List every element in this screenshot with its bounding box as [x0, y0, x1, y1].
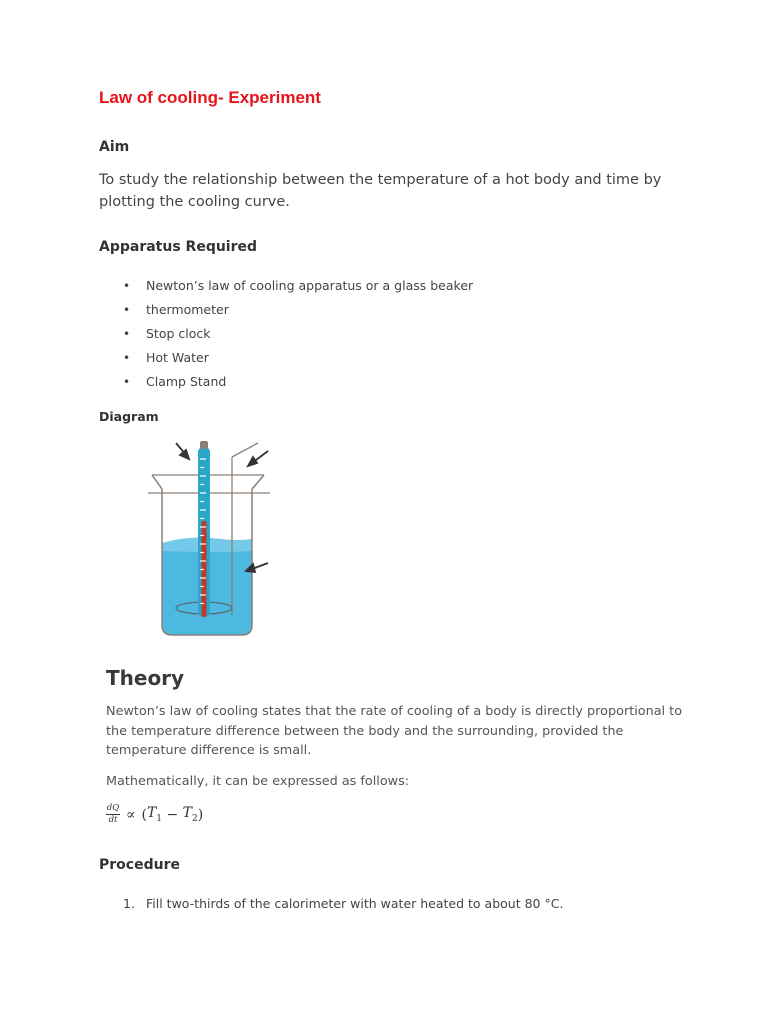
stirrer-top: [232, 443, 258, 457]
list-item: [99, 276, 473, 300]
apparatus-item: Stop clock: [146, 326, 211, 341]
apparatus-item: Hot Water: [146, 350, 209, 365]
page-title: Law of cooling- Experiment: [99, 88, 321, 107]
apparatus-list: [99, 276, 473, 396]
t1-term: [147, 805, 162, 824]
bullet-icon: •: [123, 375, 131, 389]
minus-sign: −: [162, 806, 183, 823]
list-item: [99, 348, 473, 372]
math-intro: Mathematically, it can be expressed as follows:: [106, 774, 410, 789]
t2-symbol: T: [182, 805, 193, 822]
t2-subscript: 2: [192, 813, 198, 824]
bullet-icon: •: [123, 279, 131, 293]
procedure-list: [99, 894, 563, 914]
arrow-thermometer: [176, 443, 189, 459]
fraction: [106, 804, 120, 825]
t2-term: [183, 805, 198, 824]
diagram-heading: Diagram: [99, 409, 159, 424]
open-paren: (: [141, 806, 147, 823]
theory-heading: Theory: [106, 666, 185, 690]
procedure-heading: Procedure: [99, 857, 180, 873]
apparatus-heading: Apparatus Required: [99, 239, 258, 255]
list-item: [99, 324, 473, 348]
bullet-icon: •: [123, 351, 131, 365]
close-paren: ): [197, 806, 204, 823]
apparatus-item: Clamp Stand: [146, 374, 227, 389]
apparatus-item: Newton’s law of cooling apparatus or a glass beaker: [146, 278, 474, 293]
arrow-stirrer: [248, 451, 268, 466]
theory-text: Newton’s law of cooling states that the rate of cooling of a body is directly proportional to the temperature difference between the body and the surrounding, provided the temperature difference is small.: [106, 704, 683, 758]
apparatus-item: thermometer: [146, 302, 229, 317]
cooling-formula: [106, 804, 203, 825]
bullet-icon: •: [123, 303, 131, 317]
fraction-denominator: dt: [108, 815, 118, 825]
step-number: 1.: [123, 896, 135, 911]
step-text: Fill two-thirds of the calorimeter with water heated to about 80 °C.: [146, 896, 564, 911]
thermometer-cap: [200, 441, 208, 449]
fraction-numerator: dQ: [106, 803, 120, 813]
aim-heading: Aim: [99, 139, 130, 155]
proportional-symbol: ∝: [126, 806, 136, 823]
bullet-icon: •: [123, 327, 131, 341]
cooling-apparatus-diagram: [140, 435, 280, 640]
aim-text: To study the relationship between the temperature of a hot body and time by plotting the cooling curve.: [99, 172, 662, 210]
list-item: [99, 894, 563, 914]
list-item: [99, 372, 473, 396]
t1-subscript: 1: [156, 813, 163, 824]
t1-symbol: T: [146, 805, 157, 822]
list-item: [99, 300, 473, 324]
